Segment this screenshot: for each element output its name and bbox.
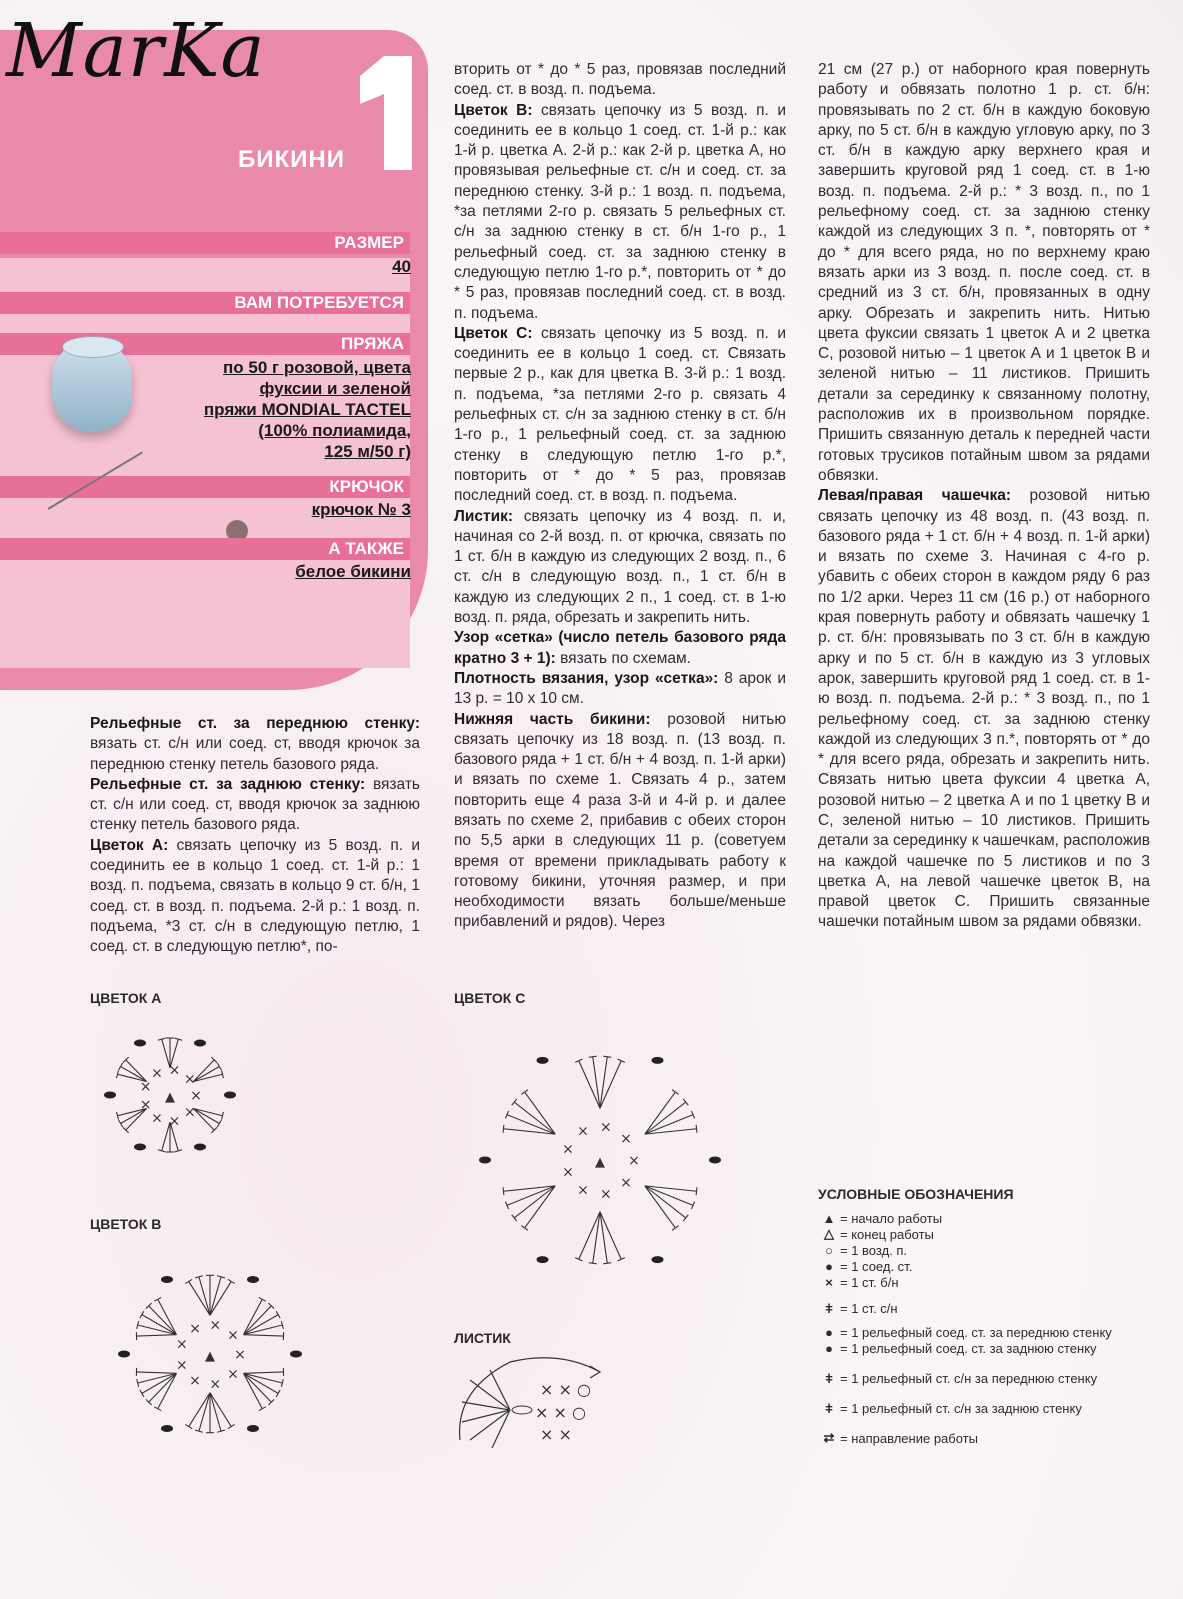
stitch-symbol: ▲ (595, 1155, 605, 1170)
stitch-symbol: × (151, 1110, 163, 1127)
slip-stitch-mark (247, 1276, 259, 1283)
stitch-mark (244, 1372, 284, 1373)
stitch-mark (199, 1277, 210, 1315)
stitch-symbol: ▲ (205, 1349, 215, 1364)
also-bar (0, 538, 410, 560)
paragraph: Цветок А: связать цепочку из 5 возд. п. и соединить ее в кольцо 1 соед. ст. 1-й р.: 1 возд. п. подъема, связать в кольцо 9 ст. б/н, 1 соед. ст. в возд. п. подъема. 2-й р.: 1 возд. п. подъема, *3 ст. с/н в следующую петлю, 1 соед. ст. в следующую петлю*, по- (90, 836, 420, 956)
stitch-mark (503, 1187, 504, 1195)
slip-stitch-mark (134, 1040, 146, 1047)
stitch-mark (119, 1120, 123, 1127)
slip-stitch-mark (194, 1040, 206, 1047)
stitch-mark (696, 1187, 697, 1195)
stitch-mark (189, 1281, 210, 1315)
leaf-diagram (440, 1350, 610, 1460)
flower-b-diagram (80, 1236, 340, 1476)
stitch-symbol: × (184, 1104, 196, 1121)
stitch-mark (512, 1215, 517, 1221)
also-label: А ТАКЖЕ (328, 539, 404, 558)
stitch-symbol: × (234, 1347, 246, 1363)
stitch-mark (521, 1226, 527, 1231)
logo: MarKa (6, 8, 266, 94)
stitch-mark (645, 1102, 686, 1134)
yarn-line: по 50 г розовой, цвета (223, 358, 411, 377)
paragraph: Рельефные ст. за заднюю стенку: вязать ст. с/н или соед. ст, вводя крючок за заднюю стенку петель базового ряда. (90, 775, 420, 834)
stitch-symbol: × (620, 1131, 632, 1148)
stitch-mark (259, 1297, 266, 1301)
stitch-mark (514, 1186, 555, 1218)
slip-stitch-mark (537, 1057, 549, 1064)
legend-title: УСЛОВНЫЕ ОБОЗНАЧЕНИЯ (818, 1186, 1014, 1202)
legend-item: ▲ = начало работы (822, 1210, 943, 1226)
figure-label-flower-b: ЦВЕТОК В (90, 1216, 162, 1232)
stitch-mark (228, 1424, 235, 1428)
stitch-mark (244, 1325, 283, 1335)
stitch-mark (512, 1099, 517, 1105)
figure-label-leaf: ЛИСТИК (454, 1330, 511, 1346)
stitch-symbol: × (628, 1153, 640, 1169)
yarn-value (204, 357, 411, 462)
yarn-ball-image (52, 340, 132, 432)
legend-item: ● = 1 рельефный соед. ст. за переднюю стенку (825, 1324, 1112, 1340)
stitch-mark (140, 1390, 144, 1397)
stitch-symbol: × (577, 1182, 589, 1199)
paragraph: Нижняя часть бикини: розовой нитью связать цепочку из 18 возд. п. (13 возд. п. базового ряда + 1 ст. б/н + 4 возд. п. 1-й арки) и вязать по схеме 1. Связать 4 р., затем повторить еще 4 раза 3-й и 4-й р. и далее вязать по схеме 2, прибавив с обеих сторон по 5,5 арки в следующих 11 р. (советуем время от времени прикладывать работу к готовому бикини, уточняя размер, и при необходимости вязать больше/меньше прибавлений и рядов). Через (454, 710, 787, 931)
paragraph: Цветок С: связать цепочку из 5 возд. п. и соединить ее в кольцо 1 соед. ст. Связать первые 2 р., как для цветка В. 3-й р.: 1 возд. п. подъема, *за петлями 2-го р. связать 4 рельефных ст. с/н за заднюю стенку в ст. б/н 1-го р., 1 рельефный соед. ст. за заднюю стенку в следующую петлю 1-го р.*, повторить от * до * 5 раз, провязав последний соед. ст. в возд. п. подъема. (454, 324, 786, 505)
stitch-mark (276, 1311, 280, 1318)
stitch-mark (603, 1056, 611, 1057)
legend-item: ǂ = 1 рельефный ст. с/н за переднюю стенку (825, 1370, 1098, 1386)
stitch-symbol: × (175, 1336, 188, 1353)
slip-stitch-mark (652, 1057, 664, 1064)
svg-text:× × ○: × × ○ (535, 1403, 586, 1422)
stitch-symbol: × (562, 1141, 574, 1158)
stitch-mark (185, 1424, 192, 1428)
stitch-symbol: × (209, 1376, 222, 1393)
stitch-symbol: × (139, 1096, 152, 1113)
legend (818, 1186, 1112, 1446)
legend-item: × = 1 ст. б/н (825, 1274, 899, 1290)
stitch-mark (683, 1215, 688, 1221)
stitch-mark (193, 1109, 222, 1116)
paragraph: Левая/правая чашечка: розовой нитью связать цепочку из 48 возд. п. (43 возд. п. базового ряда + 1 ст. б/н + 4 возд. п. 1-й арки) и вязать по схеме 3. Начиная с 4-го р. убавить с обеих сторон в каждом ряду 6 раз по 1/2 арки. Через 11 см (16 р.) от наборного края повернуть работу и обвязать чашечку 1 р. ст. б/н: провязывать по 3 ст. б/н в каждую арку и по 5 ст. б/н в каждую из 3 угловых арок, завершить круговой ряд 1 соед. ст. в 1-ю возд. п. подъема. 2-й р.: * 3 возд. п., по 1 рельефному соед. ст. за заднюю стенку каждой из следующих 3 п.*, повторять от * до * для всего ряда, обрезать и закрепить нить. Связать нитью цвета фуксии 4 цветка А, розовой нитью – 2 цветка А и по 1 цветку В и С, зеленой нитью – 10 листиков. Пришить детали за серединку к чашечкам, расположив на каждой чашечке по 5 листиков и по 3 цветка А, на левой чашечке цветок В, на правой цветок С. Пришить связанные чашечки потайным швом за рядами обвязки. (818, 487, 1150, 931)
stitch-symbol: × (227, 1366, 239, 1383)
stitch-mark (193, 1074, 222, 1081)
stitch-mark (140, 1311, 144, 1318)
slip-stitch-mark (247, 1425, 259, 1432)
legend-item: △ = конец работы (824, 1226, 934, 1242)
stitch-mark (119, 1063, 123, 1070)
stitch-mark (137, 1372, 177, 1373)
stitch-mark (603, 1263, 611, 1264)
stitch-mark (276, 1390, 280, 1397)
stitch-symbol: × (189, 1321, 201, 1338)
stitch-mark (521, 1090, 527, 1095)
stitch-symbol: × (209, 1317, 222, 1334)
pattern-number (354, 54, 416, 172)
stitch-symbol: × (175, 1357, 188, 1374)
slip-stitch-mark (479, 1157, 491, 1164)
stitch-mark (672, 1090, 678, 1095)
stitch-mark (149, 1306, 177, 1335)
stitch-mark (199, 1393, 210, 1431)
paragraph: вторить от * до * 5 раз, провязав последний соед. ст. в возд. п. подъема. (454, 61, 786, 99)
hook-value: крючок № 3 (311, 500, 411, 519)
stitch-mark (217, 1120, 221, 1127)
figure-label-flower-a: ЦВЕТОК А (90, 990, 162, 1006)
flower-c-diagram (440, 1000, 760, 1320)
page-title: БИКИНИ (238, 146, 345, 173)
stitch-mark (154, 1407, 161, 1411)
yarn-line: пряжи MONDIAL TACTEL (203, 400, 411, 419)
slip-stitch-mark (224, 1092, 236, 1099)
stitch-symbol: × (577, 1123, 589, 1140)
yarn-line: фуксии и зеленой (259, 379, 411, 398)
stitch-symbol: × (168, 1062, 181, 1079)
stitch-mark (138, 1325, 177, 1335)
slip-stitch-mark (652, 1256, 664, 1263)
stitch-mark (185, 1279, 192, 1283)
legend-item: ǂ = 1 ст. с/н (825, 1300, 898, 1316)
stitch-mark (189, 1393, 210, 1427)
slip-stitch-mark (104, 1092, 116, 1099)
slip-stitch-mark (161, 1425, 173, 1432)
svg-text:× × ○: × × ○ (540, 1380, 591, 1399)
text-column-2 (454, 60, 786, 933)
stitch-symbol: × (227, 1327, 239, 1344)
text-column-1 (90, 714, 420, 958)
need-bar (0, 292, 410, 314)
stitch-symbol: × (189, 1372, 201, 1389)
slip-stitch-mark (161, 1276, 173, 1283)
stitch-symbol: × (184, 1071, 196, 1088)
stitch-symbol: × (600, 1119, 612, 1136)
hook-bar (0, 476, 410, 498)
paragraph: Цветок В: связать цепочку из 5 возд. п. и соединить ее в кольцо 1 соед. ст. 1-й р.: как 1-й р. цветка А. 2-й р.: как 2-й р. цветка А, но провязывая рельефные ст. с/н и соед. ст. за переднюю стенку. 3-й р.: 1 возд. п. подъема, *за петлями 2-го р. связать 5 рельефных ст. с/н за заднюю стенку в ст. б/н 1-го р., 1 рельефный соед. ст. за заднюю стенку в следующую петлю 1-го р.*, повторить от * до * 5 раз, провязав последний соед. ст. в возд. п. подъема. (454, 101, 786, 322)
hook-label: КРЮЧОК (329, 477, 404, 496)
size-label: РАЗМЕР (334, 233, 404, 252)
stitch-mark (244, 1373, 272, 1402)
paragraph: Плотность вязания, узор «сетка»: 8 арок и 13 р. = 10 х 10 см. (454, 669, 786, 708)
stitch-symbol: × (190, 1088, 202, 1104)
stitch-symbol: × (139, 1079, 152, 1096)
stitch-mark (672, 1226, 678, 1231)
size-value: 40 (392, 257, 411, 276)
yarn-line: 125 м/50 г) (324, 442, 411, 461)
paragraph: 21 см (27 р.) от наборного края повернуть работу и обвязать полотно 1 р. ст. б/н: провязывать по 2 ст. б/н в каждую боковую арку, по 5 ст. б/н в каждую угловую арку, по 3 ст. б/н в каждую арку верхнего края и завершить круговой ряд 1 соед. ст. в 1-ю возд. п. подъема. 2-й р.: * 3 возд. п., по 1 рельефному соед. ст. за заднюю стенку каждой из следующих 3 п. *, повторять от * до * для всего ряда, но по верхнему краю вязать арки из 3 возд. п. после соед. ст. в средний из 3 ст. б/н, провязанных в одну арку. Обрезать и закрепить нить. Нитью цвета фуксии связать 1 цветок А и 2 цветка С, розовой нитью – 1 цветок А и 1 цветок В и зеленой нитью – 11 листиков. Пришить детали за серединку к связанному полотну, расположив их в произвольном порядке. Пришить связанную деталь к передней части готовых трусиков потайным швом за рядами обвязки. (818, 61, 1150, 484)
stitch-mark (210, 1393, 231, 1427)
stitch-mark (683, 1099, 688, 1105)
stitch-symbol: × (151, 1065, 163, 1082)
stitch-mark (244, 1335, 284, 1336)
stitch-symbol: × (168, 1113, 181, 1130)
legend-item: ● = 1 соед. ст. (825, 1258, 913, 1274)
stitch-mark (154, 1297, 161, 1301)
stitch-mark (228, 1279, 235, 1283)
stitch-mark (217, 1063, 221, 1070)
slip-stitch-mark (537, 1256, 549, 1263)
text-column-3 (818, 60, 1150, 933)
legend-item: ● = 1 рельефный соед. ст. за заднюю стенку (825, 1340, 1097, 1356)
stitch-mark (210, 1281, 231, 1315)
slip-stitch-mark (709, 1157, 721, 1164)
stitch-mark (589, 1263, 597, 1264)
stitch-mark (210, 1393, 221, 1431)
yarn-label: ПРЯЖА (341, 334, 404, 353)
slip-stitch-mark (134, 1143, 146, 1150)
stitch-mark (149, 1373, 177, 1402)
slip-stitch-mark (118, 1351, 130, 1358)
yarn-line: (100% полиамида, (258, 421, 411, 440)
stitch-symbol: × (600, 1186, 612, 1203)
legend-item: ǂ = 1 рельефный ст. с/н за заднюю стенку (825, 1400, 1082, 1416)
svg-text:× ×: × × (540, 1425, 572, 1444)
slip-stitch-mark (290, 1351, 302, 1358)
paragraph: Рельефные ст. за переднюю стенку: вязать ст. с/н или соед. ст, вводя крючок за переднюю стенку петель базового ряда. (90, 715, 420, 773)
legend-item: ⇄ = направление работы (823, 1430, 978, 1446)
stitch-symbol: × (620, 1174, 632, 1191)
paragraph: Узор «сетка» (число петель базового ряда кратно 3 + 1): вязать по схемам. (454, 629, 786, 667)
also-value: белое бикини (295, 562, 411, 581)
size-bar (0, 232, 410, 254)
stitch-mark (645, 1186, 686, 1218)
flower-a-diagram (80, 1010, 260, 1180)
stitch-mark (138, 1373, 177, 1383)
paragraph: Листик: связать цепочку из 4 возд. п. и, начиная со 2-й возд. п. от крючка, связать по 1 ст. б/н в каждую из следующих 2 возд. п., 6 ст. с/н в следующую возд. п., 1 ст. б/н в каждую из следующих 2 п., 1 соед. ст. в 1-ю возд. п. ряда, обрезать и закрепить нить. (454, 507, 786, 627)
stitch-mark (589, 1056, 597, 1057)
specs-panel (0, 258, 410, 668)
stitch-mark (514, 1102, 555, 1134)
legend-item: ○ = 1 возд. п. (825, 1242, 908, 1258)
stitch-mark (244, 1306, 272, 1335)
figure-label-flower-c: ЦВЕТОК С (454, 990, 526, 1006)
stitch-symbol: ▲ (165, 1090, 175, 1105)
stitch-mark (210, 1277, 221, 1315)
need-label: ВАМ ПОТРЕБУЕТСЯ (234, 293, 404, 312)
stitch-mark (503, 1125, 504, 1133)
stitch-mark (696, 1125, 697, 1133)
stitch-mark (244, 1373, 283, 1383)
stitch-symbol: × (562, 1164, 574, 1181)
stitch-mark (259, 1407, 266, 1411)
slip-stitch-mark (194, 1143, 206, 1150)
stitch-mark (137, 1335, 177, 1336)
